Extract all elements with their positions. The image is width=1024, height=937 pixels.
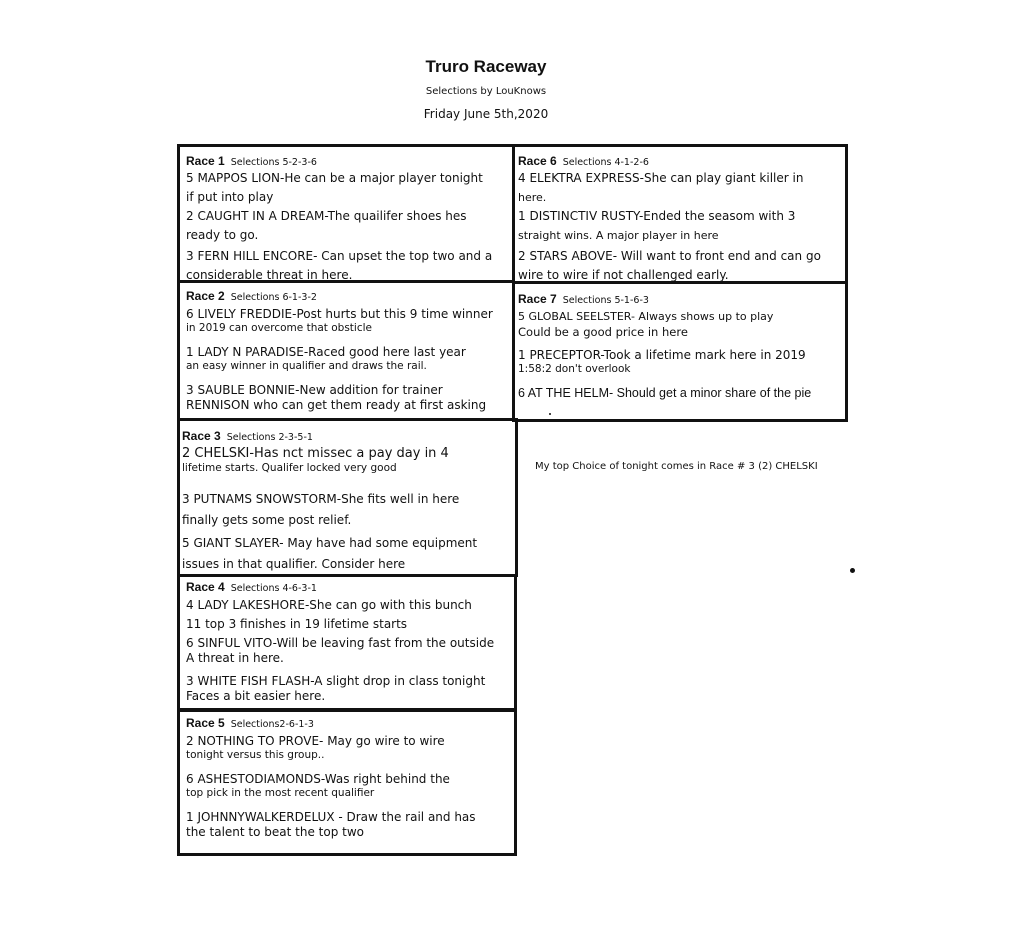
race-header (182, 425, 313, 444)
race-pick: 6 ASHESTODIAMONDS-Was right behind the top pick in the most recent qualifier (186, 772, 450, 799)
race-label: Race 6 (518, 154, 557, 168)
race-selections: Selections 6-1-3-2 (230, 292, 317, 303)
race-4-box (177, 574, 517, 712)
race-header (518, 288, 649, 307)
race-pick: 2 CAUGHT IN A DREAM-The quailifer shoes hes ready to go. (186, 209, 467, 242)
race-pick: 1 JOHNNYWALKERDELUX - Draw the rail and has the talent to beat the top two (186, 810, 476, 839)
page-title: Truro Raceway (425, 57, 547, 76)
race-selections: Selections 2-3-5-1 (226, 432, 313, 443)
race-2-box (177, 281, 515, 421)
race-selections: Selections 5-2-3-6 (230, 157, 317, 168)
race-header (186, 576, 317, 595)
race-7-box (512, 282, 848, 422)
race-pick: 5 GIANT SLAYER- May have had some equipment issues in that qualifier. Consider here (182, 536, 478, 571)
event-date: Friday June 5th,2020 (423, 107, 549, 121)
race-pick: 6 SINFUL VITO-Will be leaving fast from the outside A threat in here. (186, 636, 495, 665)
race-label: Race 7 (518, 292, 557, 306)
race-pick: 1 DISTINCTIV RUSTY-Ended the seasom with 3 straight wins. A major player in here (518, 209, 796, 242)
race-pick: 3 FERN HILL ENCORE- Can upset the top two and a considerable threat in here. (186, 249, 493, 282)
race-label: Race 2 (186, 289, 225, 303)
race-label: Race 5 (186, 716, 225, 730)
race-header (518, 150, 649, 169)
race-5-box (177, 708, 517, 856)
race-6-box (512, 144, 848, 284)
race-3-box (177, 418, 518, 577)
race-header (186, 150, 317, 169)
race-pick: 3 PUTNAMS SNOWSTORM-She fits well in here finally gets some post relief. (182, 492, 460, 527)
race-pick: 3 WHITE FISH FLASH-A slight drop in class tonight Faces a bit easier here. (186, 674, 486, 703)
race-pick: 5 GLOBAL SEELSTER- Always shows up to play Could be a good price in here (518, 310, 774, 339)
race-label: Race 4 (186, 580, 225, 594)
race-pick: 2 NOTHING TO PROVE- May go wire to wire tonight versus this group.. (186, 734, 445, 761)
top-choice-note: My top Choice of tonight comes in Race # 3 (2) CHELSKI (535, 461, 818, 472)
race-pick: 2 STARS ABOVE- Will want to front end and can go wire to wire if not challenged early. (518, 249, 821, 282)
race-pick: 6 LIVELY FREDDIE-Post hurts but this 9 time winner in 2019 can overcome that obsticle (186, 307, 493, 334)
race-selections: Selections 4-6-3-1 (230, 583, 317, 594)
race-label: Race 1 (186, 154, 225, 168)
race-label: Race 3 (182, 429, 221, 443)
page-subtitle: Selections by LouKnows (425, 86, 547, 97)
race-header (186, 712, 314, 731)
race-selections: Selections 4-1-2-6 (562, 157, 649, 168)
stray-dot (850, 568, 855, 573)
race-pick: 2 CHELSKI-Has nct missec a pay day in 4 lifetime starts. Qualifer locked very good (182, 446, 449, 474)
stray-dot (549, 413, 551, 415)
race-selections: Selections2-6-1-3 (230, 719, 314, 730)
race-selections: Selections 5-1-6-3 (562, 295, 649, 306)
race-1-box (177, 144, 515, 283)
race-pick: 3 SAUBLE BONNIE-New addition for trainer RENNISON who can get them ready at first asking (186, 383, 487, 412)
race-pick: 1 PRECEPTOR-Took a lifetime mark here in 2019 1:58:2 don't overlook (518, 348, 806, 375)
race-pick: 1 LADY N PARADISE-Raced good here last year an easy winner in qualifier and draws the rail. (186, 345, 466, 372)
race-pick: 5 MAPPOS LION-He can be a major player tonight if put into play (186, 171, 483, 204)
race-pick: 4 ELEKTRA EXPRESS-She can play giant killer in here. (518, 171, 804, 204)
race-header (186, 285, 317, 304)
race-pick: 6 AT THE HELM- Should get a minor share of the pie (518, 386, 812, 400)
race-pick: 4 LADY LAKESHORE-She can go with this bunch 11 top 3 finishes in 19 lifetime starts (186, 598, 472, 631)
